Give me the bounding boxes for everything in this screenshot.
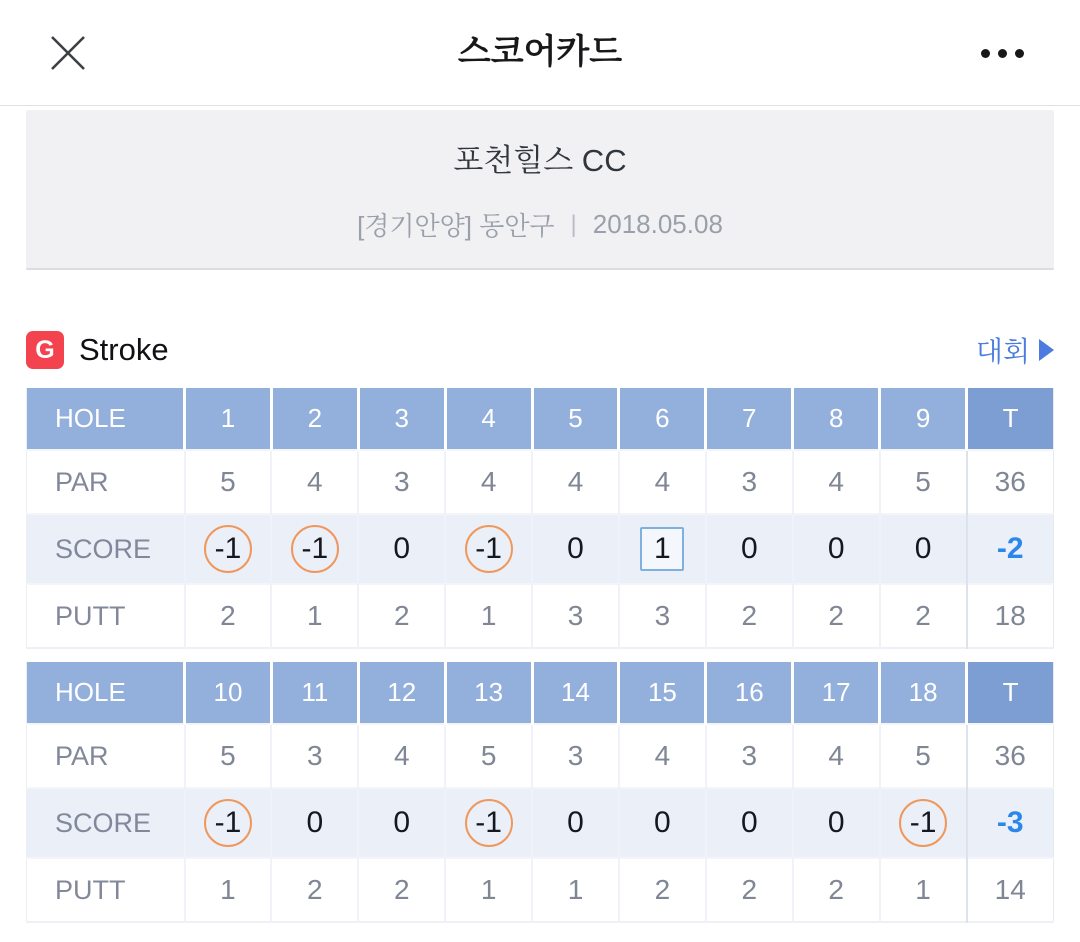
hole-row-label: HOLE [27,388,185,450]
hole-number-cell: 1 [185,388,272,450]
score-cell: 0 [358,514,445,584]
par-cell: 5 [185,724,272,788]
more-icon [998,49,1007,58]
putt-row [27,584,1054,648]
score-cell: 0 [532,514,619,584]
hole-number-cell: 10 [185,662,272,724]
putt-cell: 2 [706,858,793,922]
hole-number-cell: 16 [706,662,793,724]
score-cell [185,514,272,584]
hole-number-cell: 17 [793,662,880,724]
putt-cell: 2 [793,584,880,648]
score-cell: 0 [619,788,706,858]
putt-cell: 2 [271,858,358,922]
score-cell: 0 [532,788,619,858]
page-title: 스코어카드 [457,33,623,71]
subtitle-divider: | [570,210,577,238]
hole-number-cell: 3 [358,388,445,450]
game-mode-label: Stroke [79,332,169,367]
hole-row-label: HOLE [27,662,185,724]
score-cell [271,514,358,584]
score-cell [445,788,532,858]
par-cell: 5 [880,724,967,788]
close-icon [46,63,90,78]
hole-number-cell: 13 [445,662,532,724]
par-total-cell: 36 [967,450,1054,514]
venue-panel [26,110,1054,270]
putt-cell: 2 [358,584,445,648]
putt-total-cell: 14 [967,858,1054,922]
hole-number-cell: 14 [532,662,619,724]
hole-number-cell: 15 [619,662,706,724]
putt-total-cell: 18 [967,584,1054,648]
score-row-label: SCORE [27,788,185,858]
birdie-circle: -1 [204,525,252,573]
hole-number-cell: 5 [532,388,619,450]
birdie-circle: -1 [465,799,513,847]
score-cell [445,514,532,584]
score-cell: 0 [706,788,793,858]
par-cell: 5 [880,450,967,514]
par-cell: 4 [358,724,445,788]
par-cell: 3 [706,450,793,514]
hole-number-cell: 8 [793,388,880,450]
more-icon [981,49,990,58]
round-date: 2018.05.08 [592,209,723,239]
putt-cell: 1 [532,858,619,922]
score-cell [185,788,272,858]
score-row [27,788,1054,858]
birdie-circle: -1 [899,799,947,847]
scorecard-tables [26,388,1054,923]
venue-name: 포천힐스 CC [453,143,627,178]
putt-cell: 2 [619,858,706,922]
hole-number-cell: 4 [445,388,532,450]
score-total-cell: -2 [967,514,1054,584]
putt-cell: 1 [880,858,967,922]
chevron-right-icon [1039,339,1054,361]
par-cell: 3 [358,450,445,514]
hole-number-cell: 6 [619,388,706,450]
birdie-circle: -1 [291,525,339,573]
close-button[interactable] [46,31,90,75]
venue-subtitle [357,206,723,243]
score-total-cell: -3 [967,788,1054,858]
putt-cell: 1 [271,584,358,648]
par-cell: 4 [619,724,706,788]
score-cell [880,788,967,858]
par-cell: 4 [271,450,358,514]
par-row-label: PAR [27,724,185,788]
score-row-label: SCORE [27,514,185,584]
score-cell [619,514,706,584]
putt-cell: 1 [445,858,532,922]
more-icon [1015,49,1024,58]
hole-number-cell: 2 [271,388,358,450]
more-menu-button[interactable] [977,28,1028,78]
putt-row [27,858,1054,922]
par-cell: 3 [271,724,358,788]
putt-cell: 2 [358,858,445,922]
score-cell: 0 [880,514,967,584]
score-cell: 0 [793,514,880,584]
putt-cell: 2 [185,584,272,648]
par-row-label: PAR [27,450,185,514]
total-header-cell: T [967,388,1054,450]
game-mode-badge: G [26,331,64,369]
par-cell: 5 [185,450,272,514]
putt-cell: 3 [619,584,706,648]
putt-cell: 2 [706,584,793,648]
top-bar [0,0,1080,106]
par-row [27,450,1054,514]
hole-number-cell: 18 [880,662,967,724]
tournament-link[interactable] [976,330,1054,370]
score-row [27,514,1054,584]
hole-header-row [27,662,1054,724]
hole-number-cell: 9 [880,388,967,450]
par-total-cell: 36 [967,724,1054,788]
hole-number-cell: 7 [706,388,793,450]
score-cell: 0 [358,788,445,858]
bogey-box: 1 [640,527,684,571]
total-header-cell: T [967,662,1054,724]
front-nine-table [26,388,1054,649]
putt-cell: 3 [532,584,619,648]
score-cell: 0 [271,788,358,858]
back-nine-table [26,662,1054,923]
putt-row-label: PUTT [27,858,185,922]
putt-row-label: PUTT [27,584,185,648]
hole-header-row [27,388,1054,450]
par-cell: 4 [793,450,880,514]
par-row [27,724,1054,788]
venue-location: [경기안양] 동안구 [357,211,555,241]
birdie-circle: -1 [465,525,513,573]
hole-number-cell: 12 [358,662,445,724]
hole-number-cell: 11 [271,662,358,724]
par-cell: 3 [532,724,619,788]
par-cell: 5 [445,724,532,788]
par-cell: 3 [706,724,793,788]
putt-cell: 1 [185,858,272,922]
par-cell: 4 [445,450,532,514]
putt-cell: 2 [880,584,967,648]
par-cell: 4 [532,450,619,514]
putt-cell: 2 [793,858,880,922]
par-cell: 4 [793,724,880,788]
score-cell: 0 [793,788,880,858]
birdie-circle: -1 [204,799,252,847]
tournament-link-label: 대회 [975,336,1030,367]
score-cell: 0 [706,514,793,584]
game-mode-row [26,328,1054,372]
putt-cell: 1 [445,584,532,648]
par-cell: 4 [619,450,706,514]
